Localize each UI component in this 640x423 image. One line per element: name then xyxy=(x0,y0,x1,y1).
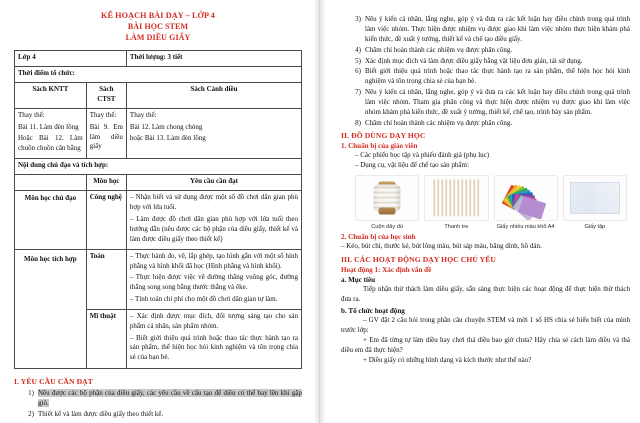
cell-book-header-canhdieu: Sách Cánh diều xyxy=(126,83,301,109)
material-item-paper xyxy=(494,175,558,230)
book-cd-line-1: Thay thế: xyxy=(129,111,157,120)
group-integrated-label: Môn học tích hợp xyxy=(24,254,77,263)
cell-group-integrated xyxy=(15,249,87,368)
list-marker: 3) xyxy=(355,15,361,23)
cell-book-ctst xyxy=(86,109,126,159)
goal-text: Tiếp nhận thử thách làm diều giấy, sẵn sàng thực hiện các hoạt động để thực hiện thử thách đưa ra. xyxy=(341,285,630,303)
book-ctst-line-1: Thay thế: xyxy=(89,111,117,120)
material-item-bamboo xyxy=(424,175,488,230)
group-main-label: Môn học chủ đạo xyxy=(24,194,77,203)
table-row-book-headers xyxy=(15,83,302,109)
list-item-text: Chăm chỉ hoàn thành các nhiệm vụ được phân công. xyxy=(365,45,513,54)
cell-book-header-ctst: Sách CTST xyxy=(86,83,126,109)
list-item-text: Nêu ý kiến cá nhân, lắng nghe, góp ý và đưa ra các kết luận hay điều chỉnh trong quá trình làm việc nhóm. Thực hiện được nhiệm vụ được giao khi làm việc nhóm thực hiện khám phá kiến thức, đề xuất ý tưởng, thiết kế và chế tạo diều giấy. xyxy=(365,15,630,44)
cell-subheader-requirement: Yêu cầu cần đạt xyxy=(126,175,301,191)
book-ctst-line-2: Bài 9. Em làm diều giấy xyxy=(89,122,123,151)
cell-req-mithuat xyxy=(126,310,301,369)
req-cn-2: – Làm được đồ chơi dân gian phù hợp với lứa tuổi theo hướng dẫn (nêu được các bộ phận của diều giấy, thiết kế và làm được diều giấy theo thiết kế) xyxy=(129,214,298,243)
organize-heading: b. Tổ chức hoạt động xyxy=(341,306,405,315)
cell-class-label: Lớp 4 xyxy=(15,51,127,67)
list-item xyxy=(28,388,302,408)
cell-subheader-subject: Môn học xyxy=(86,175,126,191)
material-caption: Giấy nhiều màu khổ A4 xyxy=(496,223,555,230)
table-row-content-label xyxy=(15,159,302,175)
table-row-sub-headers xyxy=(15,175,302,191)
organize-item-2: + Em đã từng tự làm diều hay chơi thả diều bao giờ chưa? Hãy chia sẻ cách làm diều và thả diều em đã thực hiện? xyxy=(341,335,630,354)
page-left xyxy=(0,0,314,423)
cell-timing-label: Thời điểm tổ chức: xyxy=(15,67,302,83)
student-item-1: – Kéo, bút chì, thước kẻ, bút lông màu, bút sáp màu, băng dính, hồ dán. xyxy=(341,242,542,251)
cell-req-congnghe xyxy=(126,191,301,250)
list-item-text: Nêu ý kiến cá nhân, lắng nghe, góp ý và đưa ra các kết luận hay điều chỉnh trong quá trình làm việc nhóm. Tham gia phân công và thực hiện được nhiệm vụ được giao khi làm việc nhóm khám phá kiến thức, đề xuất ý tưởng, thiết kế, chế tạo, trình bày sản phẩm. xyxy=(365,87,630,117)
list-marker: 4) xyxy=(355,45,361,54)
list-item xyxy=(355,56,630,66)
list-marker: 8) xyxy=(355,118,361,127)
page-title xyxy=(14,10,302,43)
req-toan-3: – Tính toán chi phí cho một đồ chơi dân gian tự làm. xyxy=(129,294,278,303)
cell-content-label: Nội dung chủ đạo và tích hợp: xyxy=(15,159,302,175)
list-item-text: Thiết kế và làm được diều giấy theo thiết kế. xyxy=(38,409,164,418)
table-row-timing xyxy=(15,67,302,83)
req-cn-1: – Nhận biết và sử dụng được một số đồ chơi dân gian phù hợp với lứa tuổi. xyxy=(129,193,298,212)
table-row-book-cells xyxy=(15,109,302,159)
colored-paper-icon xyxy=(494,175,558,221)
material-caption: Cuộn dây dù xyxy=(371,223,403,230)
subheading-teacher-preparation: 1. Chuẩn bị của giáo viên xyxy=(341,142,418,151)
section-heading-requirements: I. YÊU CẦU CẦN ĐẠT xyxy=(14,376,93,386)
page-gutter xyxy=(314,0,327,423)
book-kntt-line-2: Bài 11. Làm đèn lồng xyxy=(18,122,79,131)
thread-spool-icon xyxy=(355,175,419,221)
list-marker: 2) xyxy=(28,409,34,418)
cell-subject-congnghe: Công nghệ xyxy=(86,191,126,250)
material-item-thread xyxy=(355,175,419,230)
lesson-plan-table xyxy=(14,50,302,368)
book-cd-line-2: Bài 12. Làm chong chóng xyxy=(129,122,203,131)
book-kntt-line-1: Thay thế: xyxy=(18,111,45,120)
list-item-text: Biết giới thiệu quá trình hoặc thao tác thực hành tạo ra sản phẩm, thể hiện học hỏi kinh nghiệm và tôn trọng chia sẻ của bạn bè. xyxy=(365,67,630,86)
material-caption: Giấy tập xyxy=(584,223,606,230)
goal-heading: a. Mục tiêu xyxy=(341,276,376,284)
list-marker: 1) xyxy=(28,388,34,397)
list-item-text: Chăm chỉ hoàn thành các nhiệm vụ được phân công. xyxy=(365,118,513,127)
list-item xyxy=(28,409,302,419)
material-item-notebook xyxy=(563,175,627,230)
page-right xyxy=(327,0,640,423)
requirements-continued-list xyxy=(341,14,630,128)
list-item xyxy=(355,87,630,117)
book-cd-line-3: hoặc Bài 13. Làm đèn lồng xyxy=(129,134,206,142)
list-item xyxy=(355,66,630,86)
teacher-item-2: – Dụng cụ, vật liệu để chế tạo sản phẩm: xyxy=(355,160,469,169)
list-marker: 7) xyxy=(355,87,361,96)
cell-group-main xyxy=(15,191,87,250)
req-mt-1: – Xác định được mục đích, đối tượng sáng tạo cho sản phẩm cá nhân, sản phẩm nhóm. xyxy=(129,312,298,331)
list-item xyxy=(355,45,630,55)
teacher-item-1: – Các phiếu học tập và phiếu đánh giá (phụ lục) xyxy=(355,151,490,160)
materials-image-row xyxy=(355,175,627,230)
organize-item-3: + Diều giấy có những hình dạng và kích thước như thế nào? xyxy=(363,355,532,364)
title-line-1: KẾ HOẠCH BÀI DẠY – LỚP 4 xyxy=(100,11,215,20)
table-row-main-subject xyxy=(15,191,302,250)
book-kntt-line-3: Hoặc Bài 12. Làm chuồn chuồn cân bằng xyxy=(18,134,83,152)
section-heading-activities: III. CÁC HOẠT ĐỘNG DẠY HỌC CHỦ YẾU xyxy=(341,255,497,264)
cell-req-toan xyxy=(126,249,301,309)
organize-item-1: – GV đặt 2 câu hỏi trong phần câu chuyện STEM và mời 1 số HS chia sẻ hiểu biết của mình trước lớp: xyxy=(341,315,630,334)
cell-book-kntt xyxy=(15,109,87,159)
list-marker: 6) xyxy=(355,67,361,76)
list-marker: 5) xyxy=(355,56,361,65)
list-item xyxy=(355,118,630,128)
req-toan-2: – Thực hiện được việc vẽ đường thẳng vuông góc, đường thẳng song song bằng thước thẳng và êke. xyxy=(129,273,298,292)
list-item-text: Xác định mục đích và làm được diều giấy bằng vật liệu đơn giản, tái sử dụng. xyxy=(365,56,583,65)
list-item-text: Nêu được các bộ phận của diều giấy, các yêu cầu về cấu tạo để diều có thể bay lên khi gặp gió. xyxy=(38,388,302,407)
material-caption: Thanh tre xyxy=(444,223,469,230)
list-item xyxy=(355,14,630,44)
cell-subject-mithuat: Mĩ thuật xyxy=(86,310,126,369)
cell-duration: Thời lượng: 3 tiết xyxy=(126,51,301,67)
table-row-class xyxy=(15,51,302,67)
cell-book-canhdieu xyxy=(126,109,301,159)
bamboo-sticks-icon xyxy=(424,175,488,221)
notebook-paper-icon xyxy=(563,175,627,221)
cell-subject-toan: Toán xyxy=(86,249,126,309)
req-mt-2: – Biết giới thiệu quá trình hoặc thao tác thực hành tạo ra sản phẩm, thể hiện học hỏi kinh nghiệm và tôn trọng chia sẻ của bạn bè. xyxy=(129,333,298,362)
requirements-list xyxy=(14,388,302,419)
subheading-student-preparation: 2. Chuẩn bị của học sinh xyxy=(341,233,416,242)
cell-book-header-kntt: Sách KNTT xyxy=(15,83,87,109)
title-line-3: LÀM DIỀU GIẤY xyxy=(125,33,191,43)
activity-heading: Hoạt động 1: Xác định vấn đề xyxy=(341,266,432,274)
title-line-2: BÀI HỌC STEM xyxy=(127,22,189,32)
req-toan-1: – Thực hành đo, vẽ, lắp ghép, tạo hình gắn với một số hình phẳng và hình khối đã học (Hình phẳng và hình khối). xyxy=(129,251,298,270)
section-heading-materials: II. ĐỒ DÙNG DẠY HỌC xyxy=(341,131,426,141)
table-row-integrated-toan xyxy=(15,249,302,309)
